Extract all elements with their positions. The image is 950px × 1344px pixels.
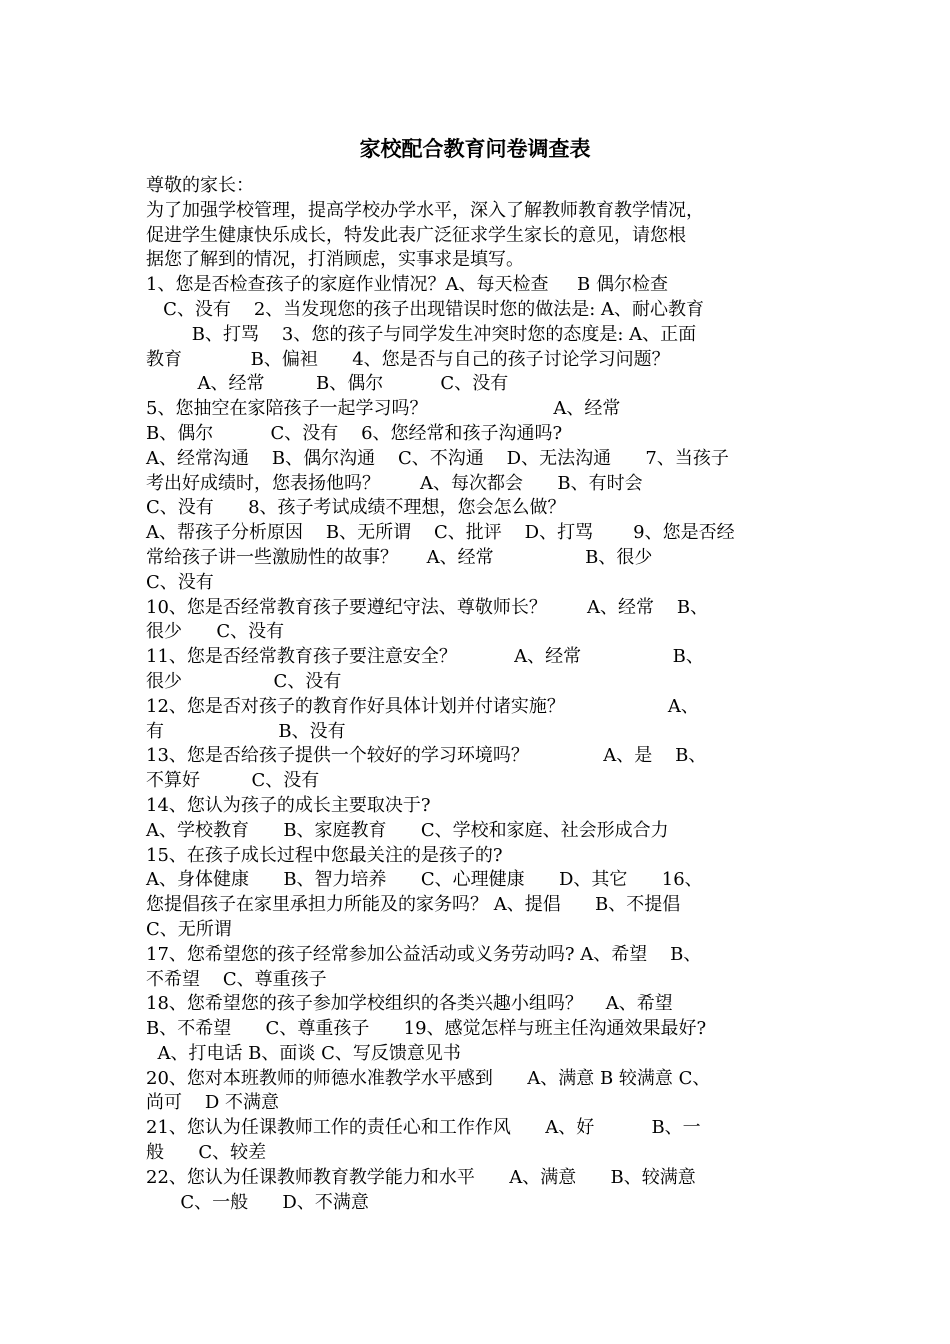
text-line: 12、您是否对孩子的教育作好具体计划并付诸实施？ A、 — [146, 695, 699, 717]
text-line: 1、您是否检查孩子的家庭作业情况？A、每天检查 B 偶尔检查 — [146, 274, 669, 296]
text-line: C、没有 — [146, 571, 214, 593]
text-line: 常给孩子讲一些激励性的故事？ A、经常 B、很少 — [146, 546, 653, 568]
document-title: 家校配合教育问卷调查表 — [359, 136, 591, 161]
text-line: C、一般 D、不满意 — [146, 1191, 369, 1213]
text-line: B、不希望 C、尊重孩子 19、感觉怎样与班主任沟通效果最好? — [146, 1018, 707, 1040]
text-line: 不算好 C、没有 — [146, 770, 320, 792]
text-line: 20、您对本班教师的师德水准教学水平感到 A、满意 B 较满意 C、 — [146, 1067, 711, 1089]
text-line: 据您了解到的情况，打消顾虑，实事求是填写。 — [146, 249, 524, 271]
text-line: 不希望 C、尊重孩子 — [146, 968, 327, 990]
text-line: 很少 C、没有 — [146, 670, 342, 692]
text-line: A、帮孩子分析原因 B、无所谓 C、批评 D、打骂 9、您是否经 — [146, 522, 735, 544]
questionnaire-body — [146, 174, 816, 1215]
text-line: 考出好成绩时，您表扬他吗？ A、每次都会 B、有时会 — [146, 472, 643, 494]
text-line: 很少 C、没有 — [146, 621, 285, 643]
text-line: 教育 B、偏袒 4、您是否与自己的孩子讨论学习问题？ — [146, 348, 670, 370]
text-line: 般 C、较差 — [146, 1142, 267, 1164]
text-line: A、身体健康 B、智力培养 C、心理健康 D、其它 16、 — [146, 869, 703, 891]
text-line: 22、您认为任课教师教育教学能力和水平 A、满意 B、较满意 — [146, 1166, 696, 1188]
text-line: 15、在孩子成长过程中您最关注的是孩子的? — [146, 844, 503, 866]
text-line: 促进学生健康快乐成长，特发此表广泛征求学生家长的意见，请您根 — [146, 224, 686, 246]
text-line: 11、您是否经常教育孩子要注意安全？ A、经常 B、 — [146, 646, 704, 668]
text-line: A、学校教育 B、家庭教育 C、学校和家庭、社会形成合力 — [146, 819, 669, 841]
text-line: B、打骂 3、您的孩子与同学发生冲突时您的态度是: A、正面 — [146, 323, 697, 345]
text-line: 尚可 D 不满意 — [146, 1092, 280, 1114]
text-line: 您提倡孩子在家里承担力所能及的家务吗？ A、提倡 B、不提倡 — [146, 894, 681, 916]
text-line: 18、您希望您的孩子参加学校组织的各类兴趣小组吗？ A、希望 — [146, 993, 673, 1015]
text-line: B、偶尔 C、没有 6、您经常和孩子沟通吗? — [146, 422, 563, 444]
text-line: 为了加强学校管理，提高学校办学水平，深入了解教师教育教学情况， — [146, 199, 704, 221]
text-line: A、经常沟通 B、偶尔沟通 C、不沟通 D、无法沟通 7、当孩子 — [146, 447, 729, 469]
text-line: 17、您希望您的孩子经常参加公益活动或义务劳动吗? A、希望 B、 — [146, 943, 702, 965]
text-line: 14、您认为孩子的成长主要取决于? — [146, 794, 431, 816]
text-line: 尊敬的家长： — [146, 175, 254, 196]
text-line: C、无所谓 — [146, 918, 232, 940]
text-line: 5、您抽空在家陪孩子一起学习吗？ A、经常 — [146, 398, 621, 420]
text-line: C、没有 8、孩子考试成绩不理想，您会怎么做？ — [146, 497, 566, 519]
text-line: 有 B、没有 — [146, 720, 346, 742]
text-line: A、打电话 B、面谈 C、写反馈意见书 — [146, 1042, 461, 1064]
text-line: C、没有 2、当发现您的孩子出现错误时您的做法是: A、耐心教育 — [146, 298, 705, 320]
text-line: 10、您是否经常教育孩子要遵纪守法、尊敬师长？ A、经常 B、 — [146, 596, 709, 618]
text-line: 21、您认为任课教师工作的责任心和工作作风 A、好 B、一 — [146, 1117, 701, 1139]
text-line: A、经常 B、偶尔 C、没有 — [146, 373, 509, 395]
text-line: 13、您是否给孩子提供一个较好的学习环境吗？ A、是 B、 — [146, 745, 707, 767]
